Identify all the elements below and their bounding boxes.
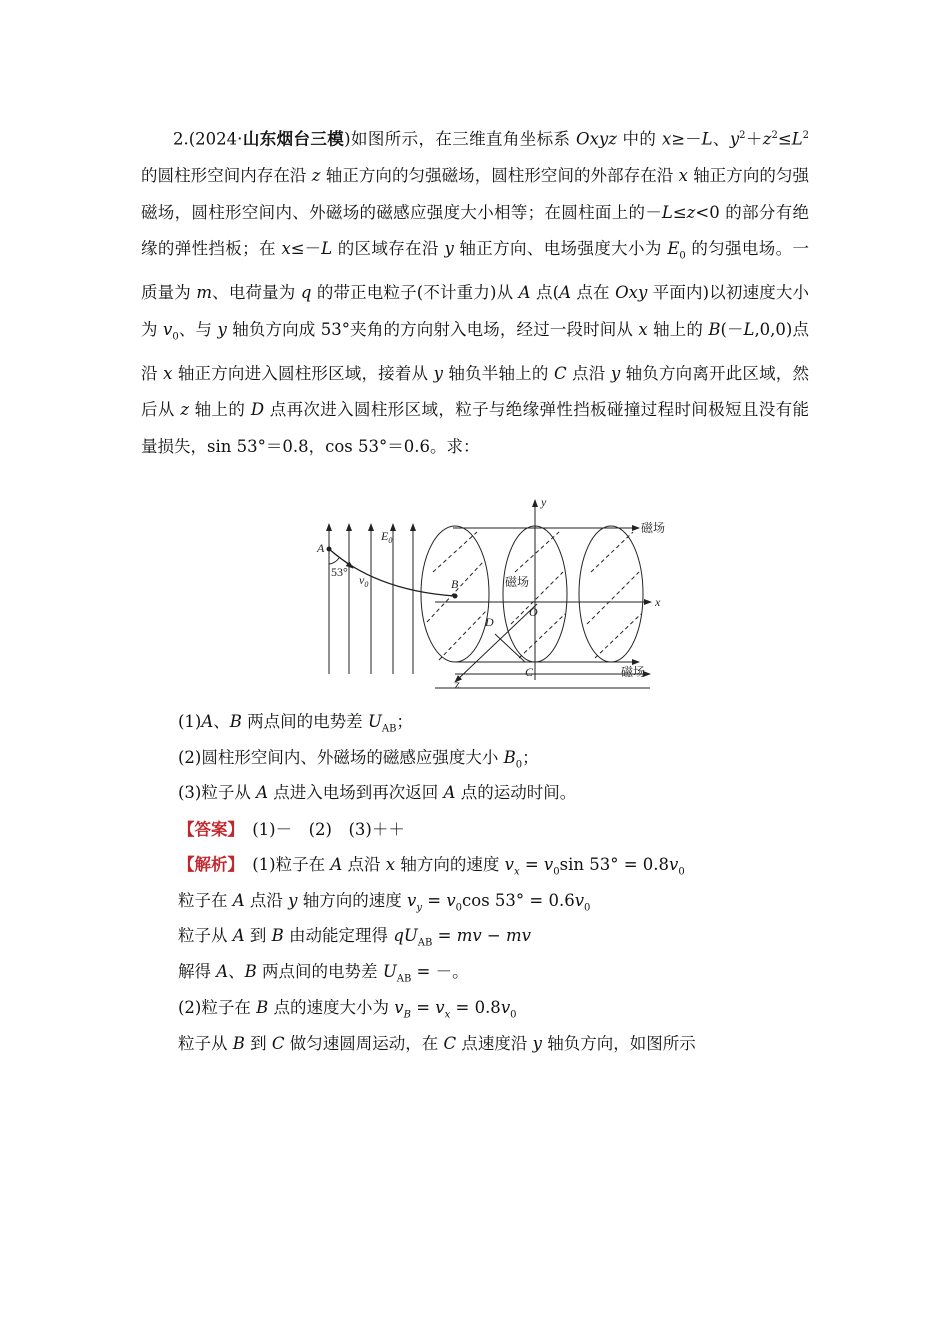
point-A <box>327 547 332 552</box>
question-2: (2)圆柱形空间内、外磁场的磁感应强度大小 $B_0$； <box>178 748 539 771</box>
label-D: D <box>485 615 494 629</box>
physics-figure <box>315 492 670 690</box>
label-B: B <box>451 577 459 591</box>
analysis-line-6: 粒子从 B 到 C 做匀速圆周运动，在 C 点速度沿 y 轴负方向，如图所示 <box>178 1034 696 1053</box>
label-O: O <box>529 605 538 619</box>
answer-tag: 【答案】 <box>178 820 236 839</box>
label-v0: $v_0$ <box>359 573 369 589</box>
analysis-line-3: 粒子从 A 到 B 由动能定理得 $qU_{AB}$ = mv − mv <box>178 926 531 949</box>
label-y: y <box>541 495 547 509</box>
label-53: 53° <box>331 565 348 579</box>
analysis-line-1: 【解析】 (1)粒子在 A 点沿 x 轴方向的速度 $v_x = v_0\sin$ $53^\circ = 0.8v_0$ <box>178 855 685 878</box>
point-B <box>453 594 458 599</box>
analysis-line-2: 粒子在 A 点沿 y 轴方向的速度 $v_y = v_0\cos$ $53^\circ = 0.6v_0$ <box>178 891 591 914</box>
label-x: x <box>655 595 661 609</box>
label-E0: $E_0$ <box>381 529 393 545</box>
question-1: (1)A、B 两点间的电势差 $U_{AB}$； <box>178 712 413 735</box>
question-3: (3)粒子从 A 点进入电场到再次返回 A 点的运动时间。 <box>178 783 577 802</box>
label-field-top: 磁场 <box>641 521 666 535</box>
trajectory <box>329 549 455 596</box>
answer-line: 【答案】 (1)－ (2) (3)＋＋ <box>178 820 405 839</box>
analysis-line-5: (2)粒子在 B 点的速度大小为 $v_B = v_x = 0.8v_0$ <box>178 998 517 1021</box>
cylinder-section-3 <box>579 526 643 662</box>
problem-source: 山东烟台三模 <box>242 129 345 149</box>
label-field-mid: 磁场 <box>505 575 530 589</box>
angle-arc <box>329 558 339 564</box>
analysis-line-4: 解得 A、B 两点间的电势差 $U_{AB}$ = －。 <box>178 962 469 985</box>
analysis-tag: 【解析】 <box>178 855 236 874</box>
label-C: C <box>525 665 534 679</box>
label-z: z <box>455 677 460 690</box>
label-field-bottom: 磁场 <box>621 665 646 679</box>
problem-statement: 2.(2024·山东烟台三模)如图所示，在三维直角坐标系 Oxyz 中的 x≥－L、$y^2+z^2\le L^2$的圆柱形空间内存在沿 z 轴正方向的匀强磁场，圆柱形空间的外部存在沿 x 轴正方向的匀强磁场，圆柱形空间内、外磁场的磁感应强度大小相等；在圆柱面上的－L≤z<0 的部分有绝缘的弹性挡板；在 x≤－L 的区域存在沿 y 轴正方向、电场强度大小为 $E_0$ 的匀强电场。一质量为 m、电荷量为 q 的带正电粒子(不计重力)从 A 点(A 点在 Oxy 平面内)以初速度大小为 $v_0$、与 y 轴负方向成 53°夹角的方向射入电场，经过一段时间从 x 轴上的 B(－L,0,0)点沿 x 轴正方向进入圆柱形区域，接着从 y 轴负半轴上的 C 点沿 y 轴负方向离开此区域，然后从 z 轴上的 D 点再次进入圆柱形区域，粒子与绝缘弹性挡板碰撞过程时间极短且没有能量损失，sin 53°＝0.8，cos 53°＝0.6。求： <box>141 129 810 456</box>
label-A: A <box>317 541 325 555</box>
